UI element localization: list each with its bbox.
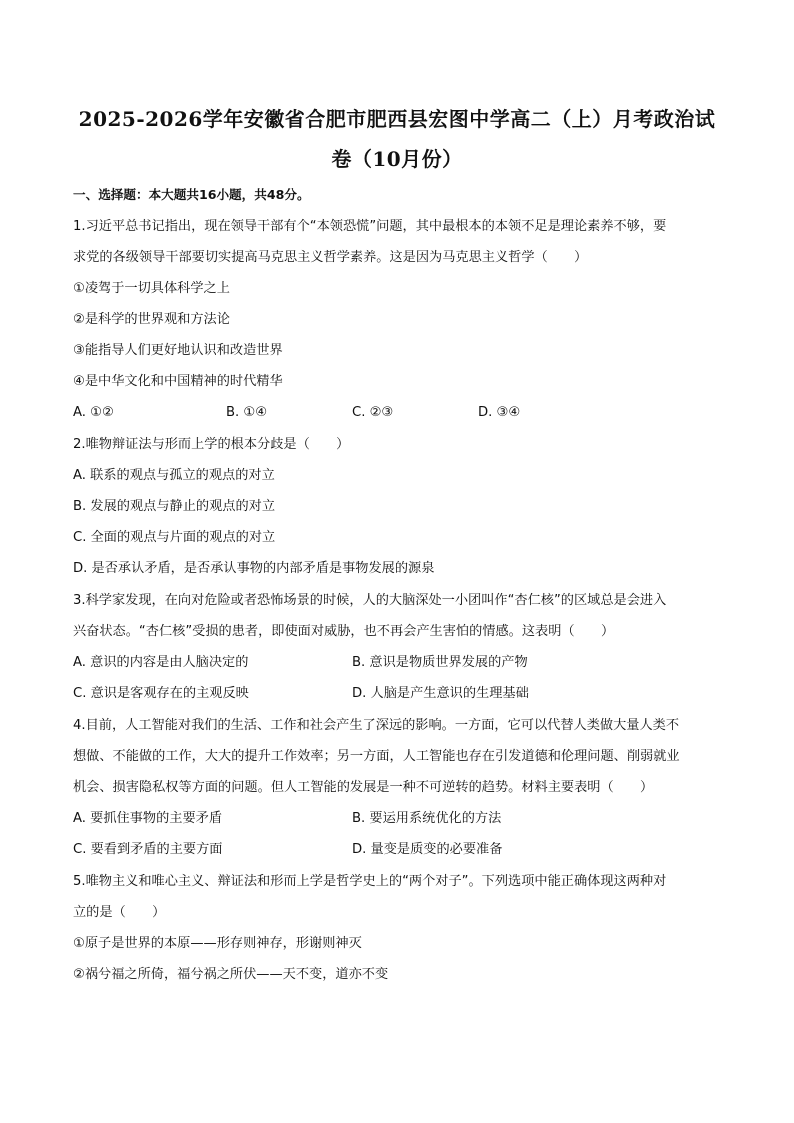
question-1-stem-line: 1.习近平总书记指出，现在领导干部有个“本领恐慌”问题，其中最根本的本领不足是理论素养不够，要 — [73, 219, 667, 234]
exam-title-line2: 卷（10月份） — [331, 147, 463, 171]
question-5-statement: ②祸兮福之所倚，福兮祸之所伏——天不变，道亦不变 — [73, 967, 389, 982]
question-4-stem-line: 机会、损害隐私权等方面的问题。但人工智能的发展是一种不可逆转的趋势。材料主要表明（ ） — [73, 780, 654, 795]
question-3-option-c: C. 意识是客观存在的主观反映 — [73, 686, 249, 701]
question-2-option-a: A. 联系的观点与孤立的观点的对立 — [73, 468, 275, 483]
question-2-option-d: D. 是否承认矛盾，是否承认事物的内部矛盾是事物发展的源泉 — [73, 561, 435, 576]
question-1-stem-line: 求党的各级领导干部要切实提高马克思主义哲学素养。这是因为马克思主义哲学（ ） — [73, 250, 588, 265]
question-1-statement: ④是中华文化和中国精神的时代精华 — [73, 374, 283, 389]
question-3-stem-line: 兴奋状态。“杏仁核”受损的患者，即使面对威胁，也不再会产生害怕的情感。这表明（ ） — [73, 624, 615, 639]
question-1-statement: ①凌驾于一切具体科学之上 — [73, 281, 230, 296]
question-3-option-d: D. 人脑是产生意识的生理基础 — [352, 686, 529, 701]
question-1-option-a: A. ①② — [73, 405, 114, 420]
question-4-option-b: B. 要运用系统优化的方法 — [352, 811, 502, 826]
question-2-stem-line: 2.唯物辩证法与形而上学的根本分歧是（ ） — [73, 437, 350, 452]
question-5-statement: ①原子是世界的本原——形存则神存，形谢则神灭 — [73, 936, 362, 951]
question-5-stem-line: 5.唯物主义和唯心主义、辩证法和形而上学是哲学史上的“两个对子”。下列选项中能正确体现这两种对 — [73, 874, 667, 889]
question-3-option-a: A. 意识的内容是由人脑决定的 — [73, 655, 249, 670]
exam-title-line1: 2025-2026学年安徽省合肥市肥西县宏图中学高二（上）月考政治试 — [78, 107, 716, 131]
question-3-option-b: B. 意识是物质世界发展的产物 — [352, 655, 528, 670]
question-1-option-b: B. ①④ — [226, 405, 268, 420]
question-1-option-c: C. ②③ — [352, 405, 394, 420]
question-2-option-b: B. 发展的观点与静止的观点的对立 — [73, 499, 276, 514]
question-4-option-a: A. 要抓住事物的主要矛盾 — [73, 811, 223, 826]
question-5-stem-line: 立的是（ ） — [73, 905, 166, 920]
question-4-stem-line: 4.目前，人工智能对我们的生活、工作和社会产生了深远的影响。一方面，它可以代替人类做大量人类不 — [73, 718, 680, 733]
section-heading: 一、选择题：本大题共16小题，共48分。 — [73, 187, 310, 202]
question-4-stem-line: 想做、不能做的工作，大大的提升工作效率；另一方面，人工智能也存在引发道德和伦理问题、削弱就业 — [73, 749, 680, 764]
question-1-statement: ③能指导人们更好地认识和改造世界 — [73, 343, 283, 358]
question-3-stem-line: 3.科学家发现，在向对危险或者恐怖场景的时候，人的大脑深处一小团叫作“杏仁核”的区域总是会进入 — [73, 593, 667, 608]
question-1-statement: ②是科学的世界观和方法论 — [73, 312, 230, 327]
question-1-option-d: D. ③④ — [478, 405, 521, 420]
question-4-option-d: D. 量变是质变的必要准备 — [352, 842, 503, 857]
question-4-option-c: C. 要看到矛盾的主要方面 — [73, 842, 223, 857]
question-2-option-c: C. 全面的观点与片面的观点的对立 — [73, 530, 276, 545]
